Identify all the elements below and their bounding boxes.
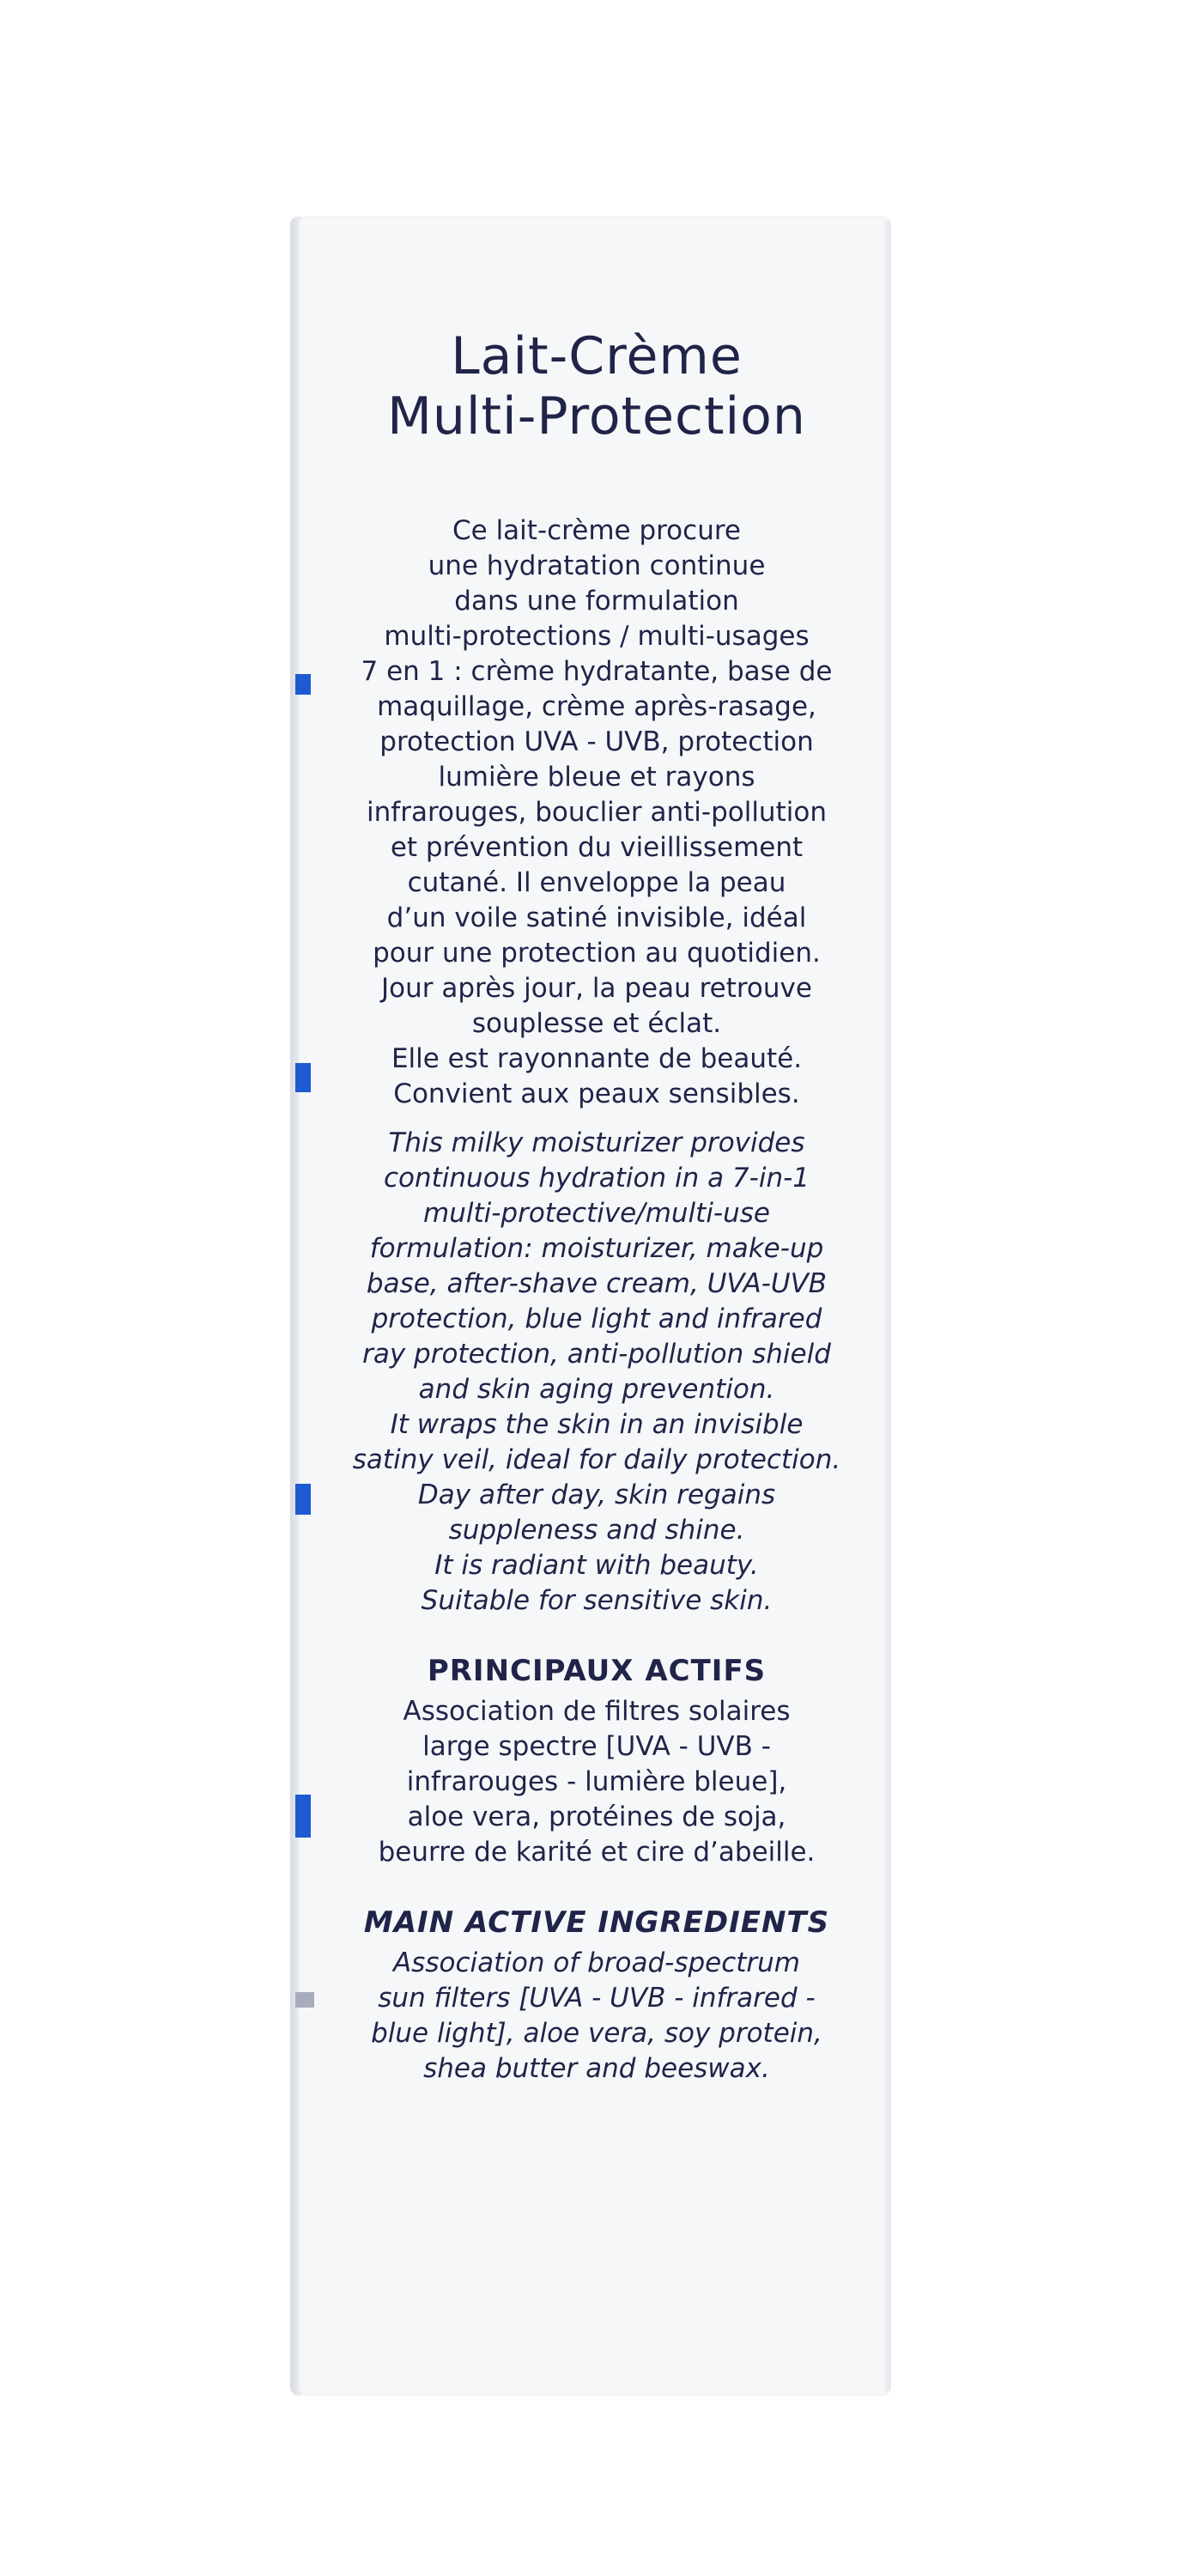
description-en-line: ray protection, anti-pollution shield [362, 1339, 831, 1370]
actives-fr-line: large spectre [UVA - UVB - [422, 1731, 771, 1762]
box-right-edge [884, 220, 891, 2392]
description-fr-line: protection UVA - UVB, protection [379, 726, 814, 757]
actives-fr-text [309, 1694, 884, 1870]
description-fr-line: Ce lait-crème procure [452, 515, 741, 546]
description-fr-line: lumière bleue et rayons [438, 762, 755, 793]
description-fr-line: Convient aux peaux sensibles. [393, 1078, 800, 1109]
description-en-line: This milky moisturizer provides [388, 1127, 805, 1158]
description-en-line: formulation: moisturizer, make-up [369, 1233, 824, 1264]
actives-fr-line: infrarouges - lumière bleue], [406, 1766, 787, 1797]
description-en [309, 1126, 884, 1619]
description-fr-line: pour une protection au quotidien. [373, 938, 821, 969]
description-fr-line: Jour après jour, la peau retrouve [381, 973, 812, 1004]
description-en-line: protection, blue light and infrared [371, 1303, 822, 1334]
description-fr-line: dans une formulation [454, 586, 739, 617]
description-en-line: base, after-shave cream, UVA-UVB [366, 1268, 828, 1299]
description-fr-line: 7 en 1 : crème hydratante, base de [361, 656, 833, 687]
description-en-line: and skin aging prevention. [418, 1374, 775, 1405]
actives-fr-line: Association de filtres solaires [403, 1696, 791, 1727]
actives-fr-line: beurre de karité et cire d’abeille. [378, 1837, 816, 1868]
description-fr-line: souplesse et éclat. [471, 1008, 722, 1039]
panel-content [309, 326, 884, 2087]
description-en-line: It wraps the skin in an invisible [390, 1409, 804, 1440]
actives-en-line: Association of broad-spectrum [392, 1947, 801, 1978]
description-en-line: Day after day, skin regains [417, 1479, 776, 1510]
title-line-1: Lait-Crème [451, 326, 743, 386]
actives-en-line: shea butter and beeswax. [423, 2053, 770, 2084]
description-en-line: Suitable for sensitive skin. [421, 1585, 773, 1616]
description-en-line: It is radiant with beauty. [434, 1550, 759, 1581]
title-line-2: Multi-Protection [387, 386, 806, 447]
actives-en-line: blue light], aloe vera, soy protein, [371, 2018, 822, 2049]
product-title [309, 326, 884, 447]
description-en-line: multi-protective/multi-use [423, 1198, 770, 1229]
actives-fr-line: aloe vera, protéines de soja, [407, 1801, 786, 1832]
description-fr-line: cutané. Il enveloppe la peau [407, 867, 786, 898]
actives-en-text [309, 1946, 884, 2087]
description-fr-line: une hydratation continue [428, 550, 766, 581]
description-fr-line: infrarouges, bouclier anti-pollution [367, 797, 827, 828]
actives-en-heading: MAIN ACTIVE INGREDIENTS [363, 1905, 830, 1940]
description-fr-line: maquillage, crème après-rasage, [377, 691, 816, 722]
description-fr-line: d’un voile satiné invisible, idéal [386, 902, 807, 933]
description-en-line: satiny veil, ideal for daily protection. [352, 1444, 841, 1475]
actives-fr-heading: PRINCIPAUX ACTIFS [427, 1654, 767, 1688]
description-en-line: suppleness and shine. [448, 1515, 745, 1546]
description-fr-line: multi-protections / multi-usages [384, 621, 810, 652]
description-fr-line: et prévention du vieillissement [390, 832, 804, 863]
description-fr-line: Elle est rayonnante de beauté. [391, 1043, 803, 1074]
description-en-line: continuous hydration in a 7-in-1 [383, 1163, 810, 1194]
actives-en-line: sun filters [UVA - UVB - infrared - [378, 1983, 816, 2014]
description-fr [309, 513, 884, 1112]
